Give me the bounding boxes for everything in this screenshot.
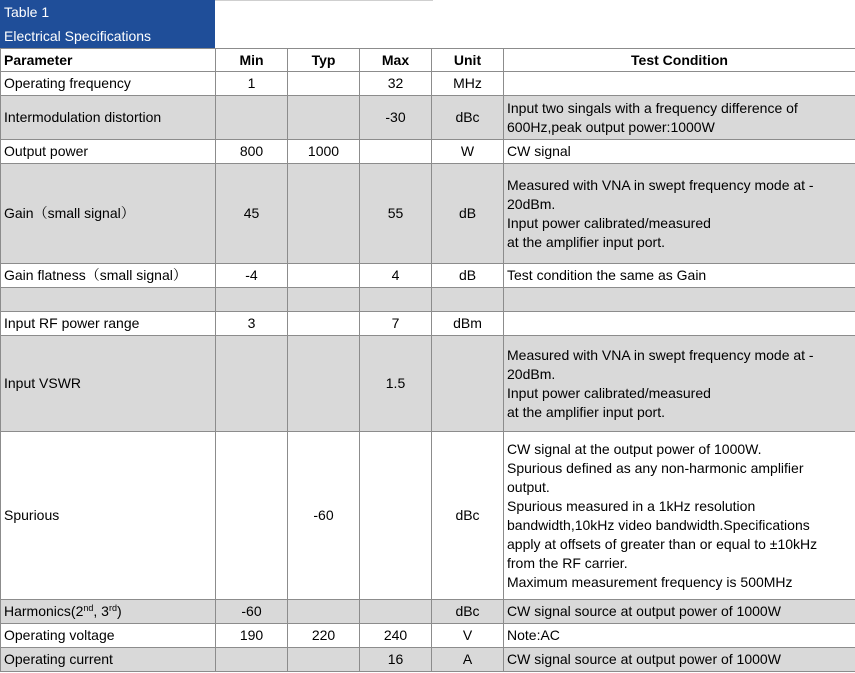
table-row <box>1 312 855 336</box>
table-row <box>1 96 855 140</box>
cell-typ <box>288 648 360 672</box>
cell-typ: 220 <box>288 624 360 648</box>
table-caption <box>0 0 215 48</box>
table-row <box>1 624 855 648</box>
cell-min: 800 <box>216 140 288 164</box>
cell-test-condition: Input two singals with a frequency difference of 600Hz,peak output power:1000W <box>504 96 855 140</box>
cell-max: -30 <box>360 96 432 140</box>
header-min: Min <box>216 49 288 72</box>
table-row <box>1 72 855 96</box>
harmonics-label-a: Harmonics(2 <box>4 603 84 619</box>
cell-max: 1.5 <box>360 336 432 432</box>
cell-min: 3 <box>216 312 288 336</box>
cell-min: 190 <box>216 624 288 648</box>
cell-typ <box>288 600 360 624</box>
cell-max: 32 <box>360 72 432 96</box>
cell-parameter: Gain flatness（small signal） <box>1 264 216 288</box>
cell-unit: dBc <box>432 432 504 600</box>
cell-typ <box>288 336 360 432</box>
cell-parameter: Operating voltage <box>1 624 216 648</box>
cell-max: 16 <box>360 648 432 672</box>
cell-parameter: Gain（small signal） <box>1 164 216 264</box>
cell-typ <box>288 288 360 312</box>
cell-unit <box>432 288 504 312</box>
cell-typ <box>288 72 360 96</box>
cell-test-condition: CW signal source at output power of 1000W <box>504 600 855 624</box>
cell-max <box>360 432 432 600</box>
harmonics-label-c: , 3 <box>93 603 109 619</box>
cell-unit: MHz <box>432 72 504 96</box>
harmonics-sup-rd: rd <box>108 603 117 613</box>
header-max: Max <box>360 49 432 72</box>
cell-test-condition: Note:AC <box>504 624 855 648</box>
cell-min <box>216 432 288 600</box>
cell-test-condition: Test condition the same as Gain <box>504 264 855 288</box>
cell-max: 240 <box>360 624 432 648</box>
cell-min: 45 <box>216 164 288 264</box>
cell-parameter: Output power <box>1 140 216 164</box>
cell-test-condition: CW signal <box>504 140 855 164</box>
cell-unit: A <box>432 648 504 672</box>
harmonics-sup-nd: nd <box>83 603 94 613</box>
cell-unit <box>432 336 504 432</box>
table-row <box>1 648 855 672</box>
cell-min: -4 <box>216 264 288 288</box>
table-title: Electrical Specifications <box>4 28 152 44</box>
cell-test-condition: CW signal at the output power of 1000W. Spurious defined as any non-harmonic amplifier output. Spurious measured in a 1kHz resolution bandwidth,10kHz video bandwidth.Specifications apply at offsets of greater than or equal to ±10kHz from the RF carrier. Maximum measurement frequency is 500MHz <box>504 432 855 600</box>
cell-test-condition: Measured with VNA in swept frequency mode at - 20dBm. Input power calibrated/measured at the amplifier input port. <box>504 336 855 432</box>
cell-min <box>216 96 288 140</box>
cell-typ <box>288 164 360 264</box>
cell-test-condition <box>504 288 855 312</box>
header-typ: Typ <box>288 49 360 72</box>
table-header-row <box>1 49 855 72</box>
cell-typ <box>288 96 360 140</box>
cell-max: 7 <box>360 312 432 336</box>
cell-unit: dBc <box>432 600 504 624</box>
cell-parameter: Spurious <box>1 432 216 600</box>
cell-test-condition: CW signal source at output power of 1000W <box>504 648 855 672</box>
cell-max <box>360 288 432 312</box>
table-row <box>1 140 855 164</box>
cell-typ: -60 <box>288 432 360 600</box>
cell-unit: dB <box>432 264 504 288</box>
table-row <box>1 432 855 600</box>
table-row <box>1 336 855 432</box>
table-row <box>1 600 855 624</box>
cell-max <box>360 600 432 624</box>
cell-test-condition <box>504 72 855 96</box>
cell-unit: V <box>432 624 504 648</box>
cell-max <box>360 140 432 164</box>
cell-typ: 1000 <box>288 140 360 164</box>
cell-unit: dB <box>432 164 504 264</box>
table-row <box>1 264 855 288</box>
cell-parameter <box>1 288 216 312</box>
cell-typ <box>288 312 360 336</box>
cell-parameter <box>1 600 216 624</box>
header-parameter: Parameter <box>1 49 216 72</box>
harmonics-label-e: ) <box>116 603 122 619</box>
header-test-condition: Test Condition <box>504 49 855 72</box>
header-unit: Unit <box>432 49 504 72</box>
cell-parameter: Operating current <box>1 648 216 672</box>
table-row <box>1 164 855 264</box>
cell-unit: dBc <box>432 96 504 140</box>
cell-min: -60 <box>216 600 288 624</box>
cell-parameter: Operating frequency <box>1 72 216 96</box>
cell-test-condition <box>504 312 855 336</box>
specifications-table <box>0 48 855 672</box>
cell-max: 4 <box>360 264 432 288</box>
divider <box>215 0 433 1</box>
cell-min <box>216 648 288 672</box>
cell-parameter: Intermodulation distortion <box>1 96 216 140</box>
cell-parameter: Input RF power range <box>1 312 216 336</box>
table-number: Table 1 <box>4 4 50 20</box>
cell-min <box>216 288 288 312</box>
cell-test-condition: Measured with VNA in swept frequency mode at - 20dBm. Input power calibrated/measured at the amplifier input port. <box>504 164 855 264</box>
cell-unit: dBm <box>432 312 504 336</box>
cell-min <box>216 336 288 432</box>
table-row <box>1 288 855 312</box>
cell-min: 1 <box>216 72 288 96</box>
cell-unit: W <box>432 140 504 164</box>
cell-parameter: Input VSWR <box>1 336 216 432</box>
cell-max: 55 <box>360 164 432 264</box>
cell-typ <box>288 264 360 288</box>
